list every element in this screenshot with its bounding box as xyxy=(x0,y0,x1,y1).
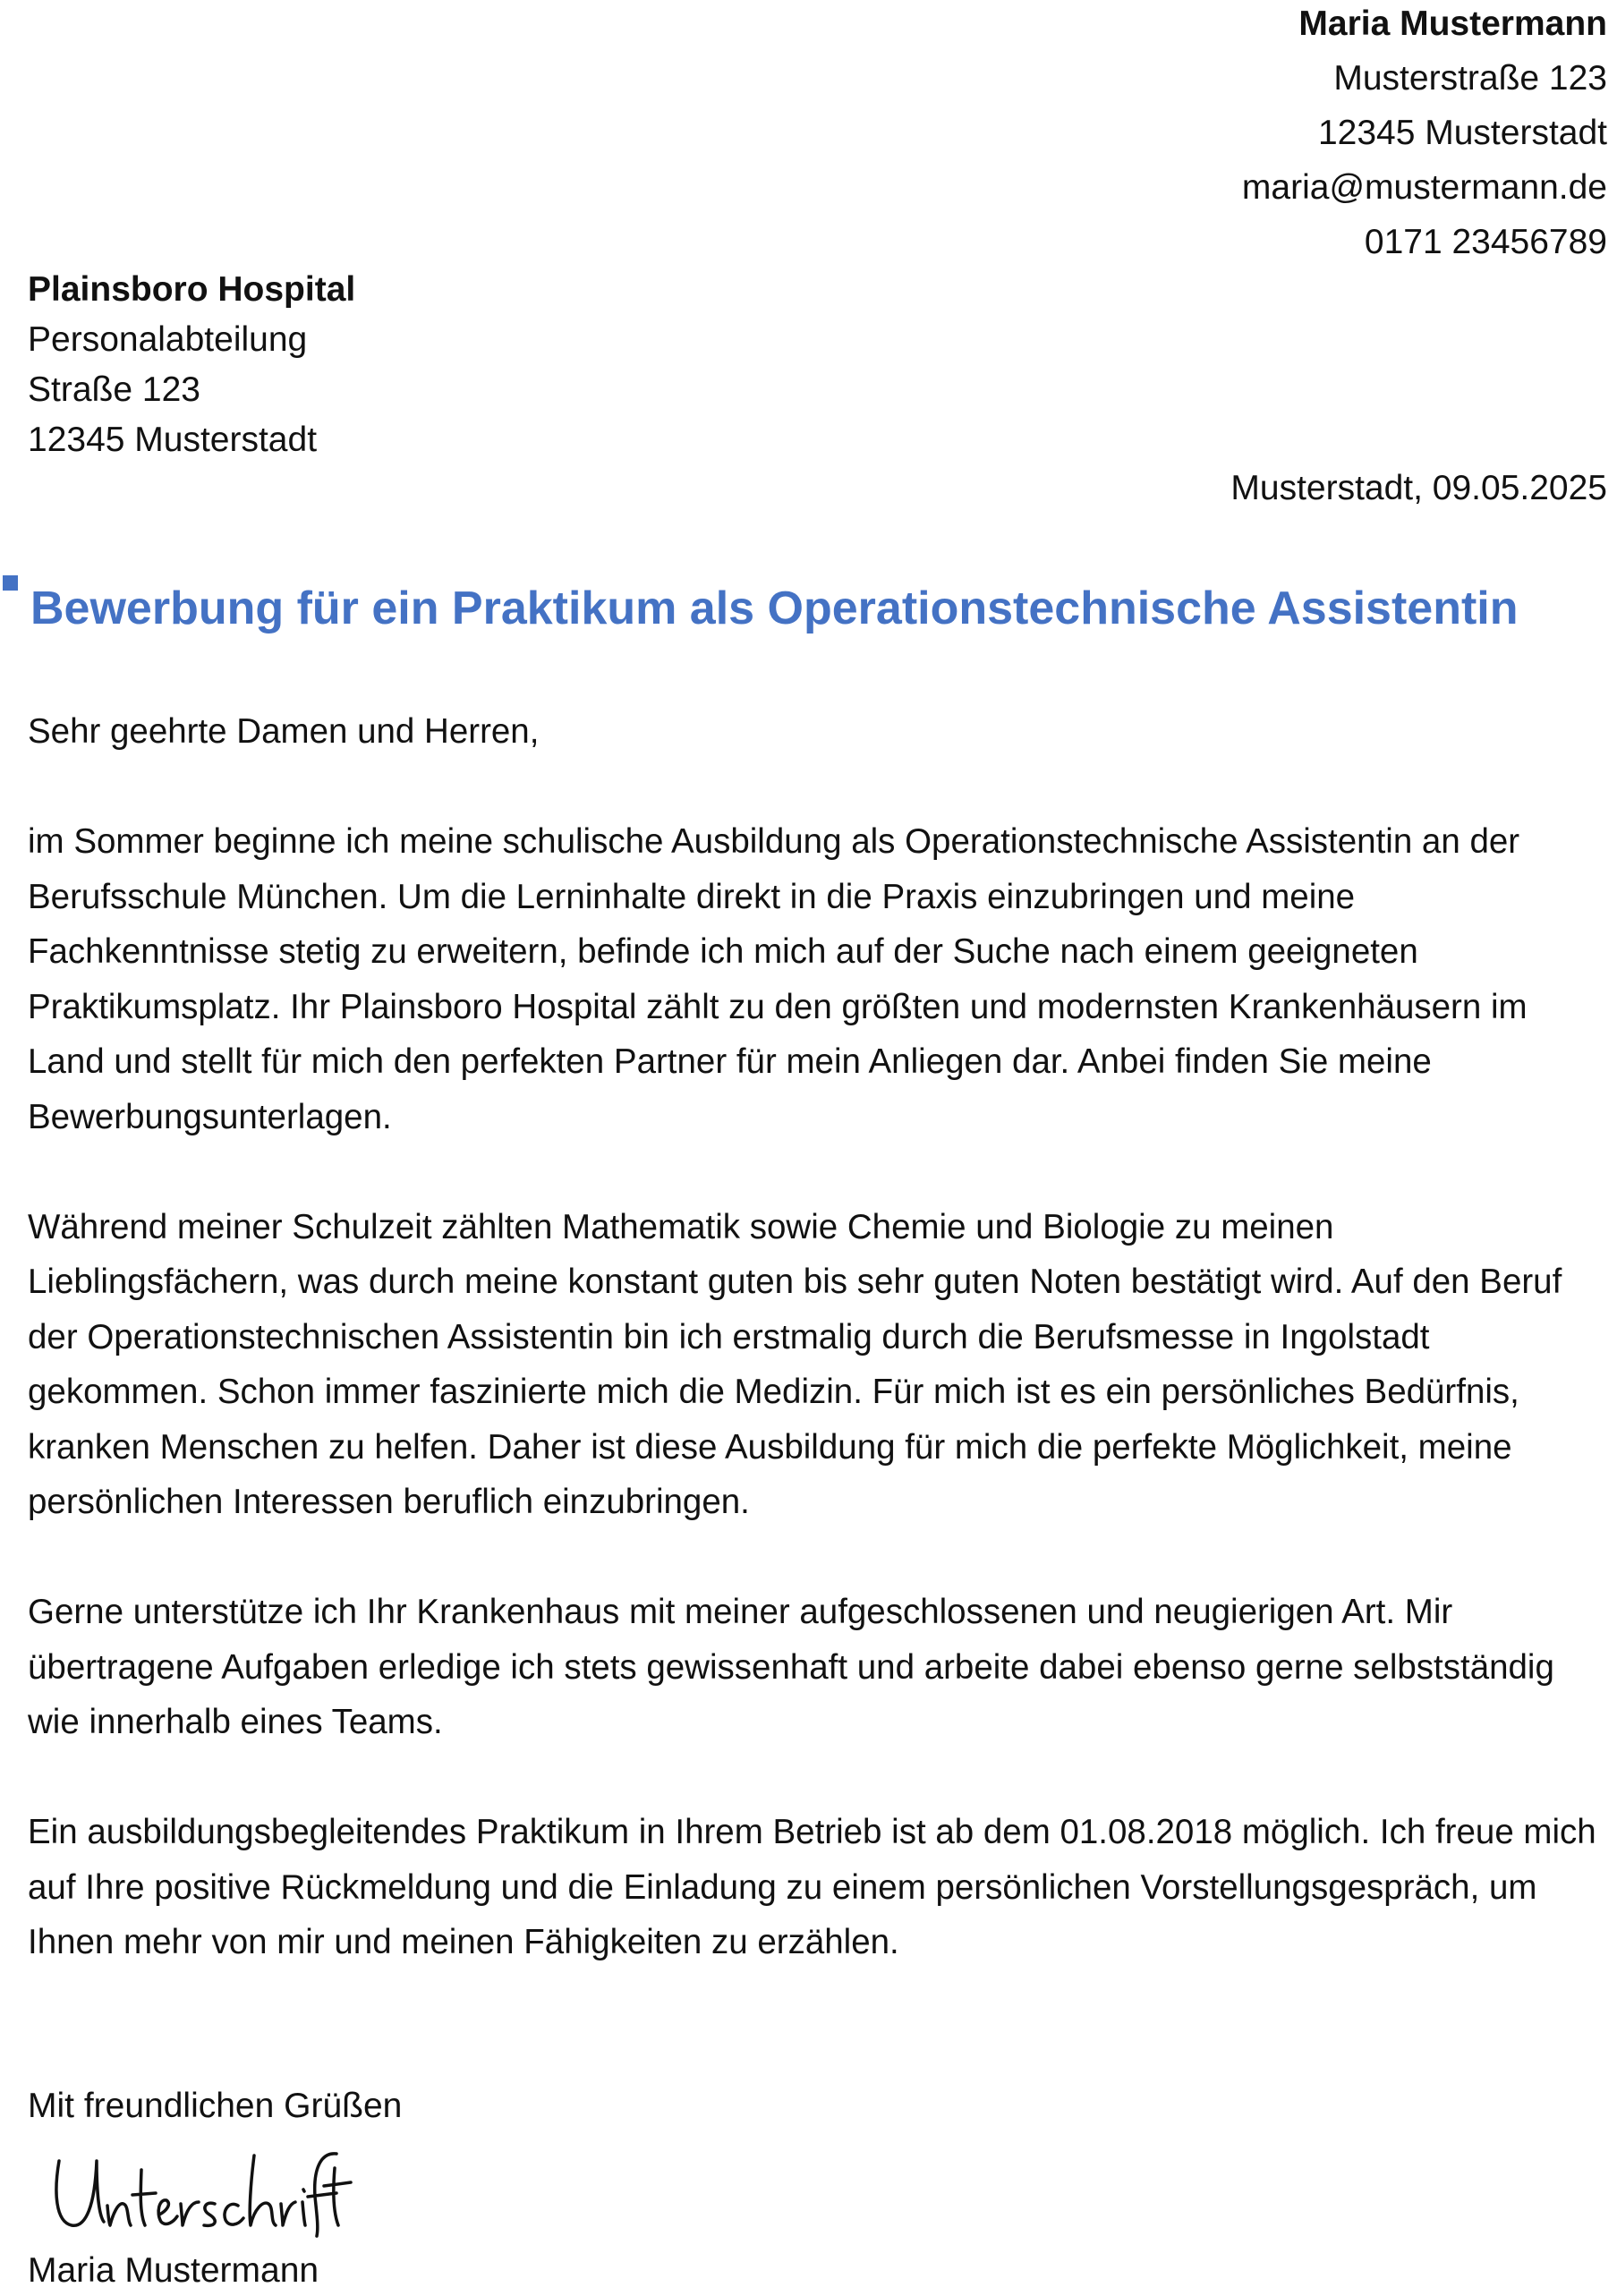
body-paragraph-2: Während meiner Schulzeit zählten Mathematik sowie Chemie und Biologie zu meinen Lieblingsfächern, was durch meine konstant guten bis sehr guten Noten bestätigt wird. Auf den Beruf der Operationstechnischen Assistentin bin ich erstmalig durch die Berufsmesse in Ingolstadt gekommen. Schon immer faszinierte mich die Medizin. Für mich ist es ein persönliches Bedürfnis, kranken Menschen zu helfen. Daher ist diese Ausbildung für mich die perfekte Möglichkeit, meine persönlichen Interessen beruflich einzubringen. xyxy=(28,1207,1562,1521)
body-paragraph-3: Gerne unterstütze ich Ihr Krankenhaus mit meiner aufgeschlossenen und neugierigen Art. Mir übertragene Aufgaben erledige ich stets gewissenhaft und arbeite dabei ebenso gerne selbstständig wie innerhalb eines Teams. xyxy=(28,1593,1554,1741)
body-paragraph-4: Ein ausbildungsbegleitendes Praktikum in Ihrem Betrieb ist ab dem 01.08.2018 möglich. Ich freue mich auf Ihre positive Rückmeldung und die Einladung zu einem persönlichen Vorstellungsgespräch, um Ihnen mehr von mir und meinen Fähigkeiten zu erzählen. xyxy=(28,1813,1596,1961)
letter-body xyxy=(28,704,1603,2025)
sender-phone: 0171 23456789 xyxy=(1364,223,1607,261)
handwritten-signature xyxy=(52,2143,356,2241)
recipient-company: Plainsboro Hospital xyxy=(28,270,356,309)
recipient-address-block xyxy=(28,265,833,465)
date-line: Musterstadt, 09.05.2025 xyxy=(1230,469,1607,507)
recipient-department: Personalabteilung xyxy=(28,320,308,359)
recipient-city: 12345 Musterstadt xyxy=(28,421,318,459)
signer-name: Maria Mustermann xyxy=(28,2251,319,2290)
sender-city: 12345 Musterstadt xyxy=(1317,114,1607,152)
salutation: Sehr geehrte Damen und Herren, xyxy=(28,712,540,751)
body-paragraph-1: im Sommer beginne ich meine schulische Ausbildung als Operationstechnische Assistentin an der Berufsschule München. Um die Lerninhalte direkt in die Praxis einzubringen und meine Fachkenntnisse stetig zu erweitern, befinde ich mich auf der Suche nach einem geeigneten Praktikumsplatz. Ihr Plainsboro Hospital zählt zu den größten und modernsten Krankenhäusern im Land und stellt für mich den perfekten Partner für mein Anliegen dar. Anbei finden Sie meine Bewerbungsunterlagen. xyxy=(28,822,1528,1136)
recipient-street: Straße 123 xyxy=(28,370,200,409)
subject-heading: Bewerbung für ein Praktikum als Operationstechnische Assistentin xyxy=(30,583,1519,634)
sender-name: Maria Mustermann xyxy=(1298,4,1607,43)
heading-marker xyxy=(3,575,18,591)
closing-line: Mit freundlichen Grüßen xyxy=(28,2087,403,2125)
sender-email: maria@mustermann.de xyxy=(1241,168,1607,207)
sender-address-block xyxy=(802,0,1607,269)
sender-street: Musterstraße 123 xyxy=(1333,59,1607,98)
